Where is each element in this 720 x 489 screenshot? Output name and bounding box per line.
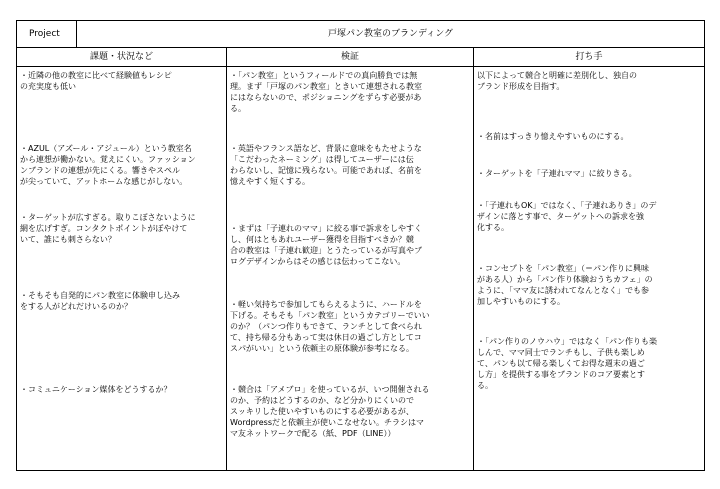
action-item: ・ターゲットを「子連れママ」に絞りきる。 (477, 169, 637, 178)
verification-item: ・英語やフランス語など、背景に意味をもたせような 「こだわったネーミング」は得してユーザーには伝 わらないし、記憶に残らない。可能であれば、名前を 憶えやすく短くする。 (230, 144, 422, 186)
action-item: ・名前はすっきり憶えやすいものにする。 (477, 132, 629, 141)
issue-item: ・近隣の他の教室に比べて経験値もレシピ の充実度も低い (20, 71, 172, 91)
action-item: 以下によって競合と明確に差別化し、独自の ブランド形成を目指す。 (477, 71, 637, 91)
issues-cell (17, 67, 227, 471)
verification-cell (227, 67, 474, 471)
action-item: ・「子連れもOK」ではなく、「子連れありき」のデ ザインに落とす事で、ターゲットへの訴求を強 化する。 (477, 201, 657, 232)
verification-item: ・競合は「アメブロ」を使っているが、いつ開催される のか、予約はどうするのか、など分かりにくいので スッキリした使いやすいものにする必要があるが、 Wordpressだと依頼主が使いこなせない。チラシはマ マ友ネットワークで配る（紙、PDF（LINE）） (230, 385, 430, 438)
action-item: ・コンセプトを「パン教室」（＝パン作りに興味 がある人）から「パン作り体験おうちカフェ」の ように、「ママ友に誘われてなんとなく」でも参 加しやすいものにする。 (477, 264, 653, 306)
verification-item: ・「パン教室」というフィールドでの真向勝負では無 理。まず「戸塚のパン教室」ときいて連想される教室 にはならないので、ポジショニングをずらす必要があ る。 (230, 71, 422, 113)
actions-cell (474, 67, 705, 471)
issue-item: ・コミュニケーション媒体をどうするか？ (20, 385, 172, 394)
column-header-actions: 打ち手 (474, 48, 705, 67)
column-header-issues: 課題・状況など (17, 48, 227, 67)
title-row (17, 21, 705, 48)
issue-item: ・そもそも自発的にパン教室に体験申し込み をする人がどれだけいるのか？ (20, 291, 180, 311)
column-header-verification: 検証 (227, 48, 474, 67)
project-title: 戸塚パン教室のブランディング (77, 21, 705, 48)
project-label: Project (17, 21, 77, 48)
content-row (17, 67, 705, 471)
verification-item: ・軽い気持ちで参加してもらえるように、ハードルを 下げる。そもそも「パン教室」というカテゴリーでいい のか？（パンつ作りもできて、ランチとして食べられ て、持ち帰る分もあって実は休日の過ごし方としてコ スパがいい」という依頼主の原体験が参考になる。 (230, 300, 430, 353)
verification-item: ・まずは「子連れのママ」に絞る事で訴求をしやすく し、何はともあれユーザー獲得を目指すべきか？競 合の教室は「子連れ歓迎」とうたっているが写真やブ ログデザインからはその感じは伝わってこない。 (230, 224, 422, 266)
branding-table (16, 20, 705, 471)
document (16, 20, 704, 471)
action-item: ・「パン作りのノウハウ」ではなく「パン作りも楽 しんで、ママ同士でランチもし、子供も楽しめ て、パンも以て帰る楽しくてお得な週末の過ご し方」を提供する事をブランドのコア要素とす る。 (477, 337, 657, 390)
issue-item: ・AZUL（アズール・アジュール）という教室名 から連想が働かない。覚えにくい。ファッション ンブランドの連想が先にくる。響きやスペル が尖っていて、アットホームな感じがしない。 (20, 144, 196, 186)
column-header-row (17, 48, 705, 67)
issue-item: ・ターゲットが広すぎる。取りこぼさないように 網を広げすぎ。コンタクトポイントがぼやけて いて、誰にも刺さらない？ (20, 213, 196, 244)
